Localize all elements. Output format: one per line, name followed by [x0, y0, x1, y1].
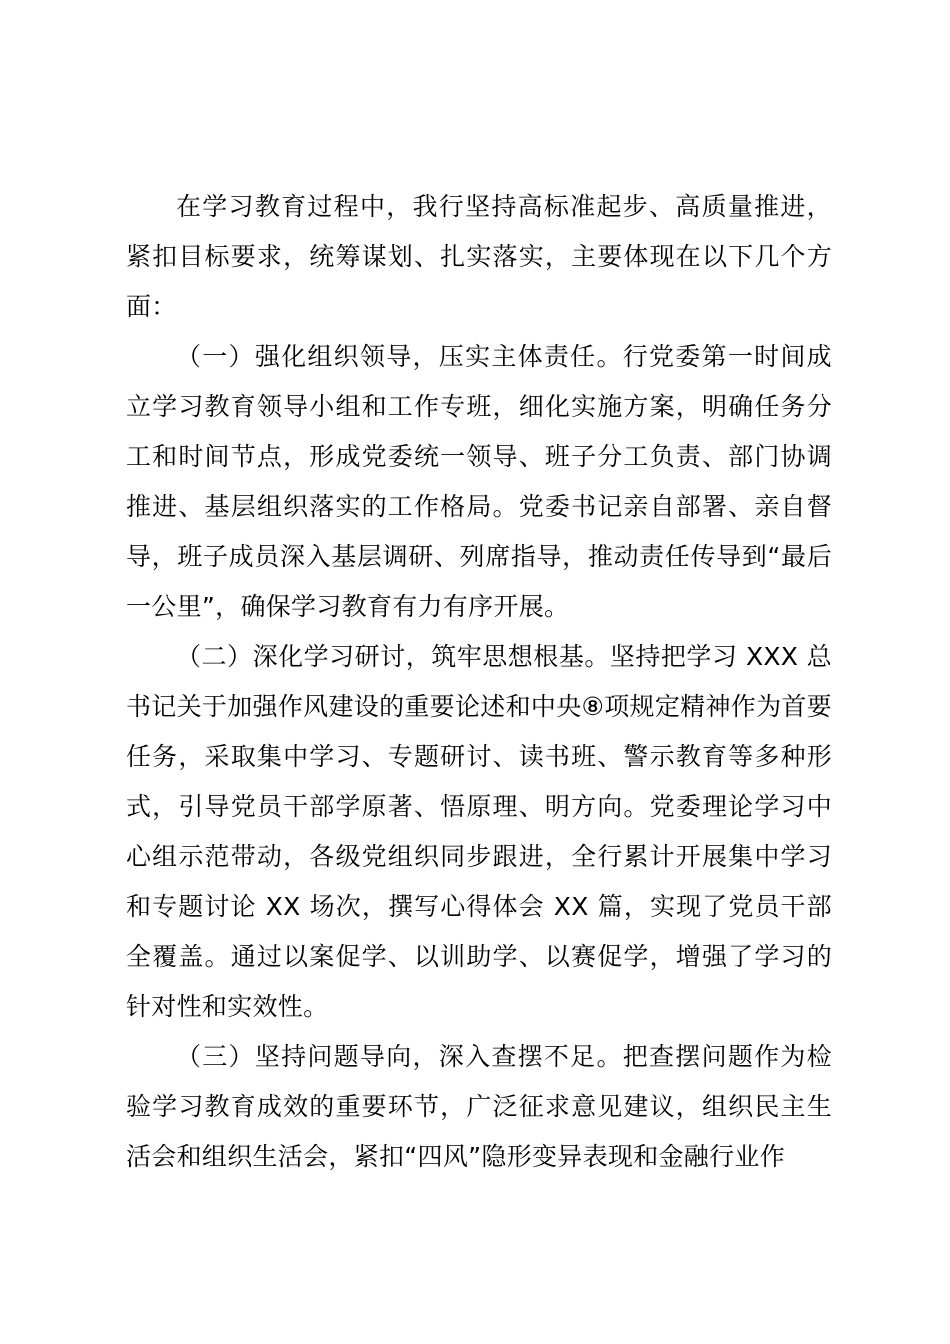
paragraph-intro: 在学习教育过程中，我行坚持高标准起步、高质量推进，紧扣目标要求，统筹谋划、扎实落实，主要体现在以下几个方面： [126, 192, 832, 321]
paragraph-section-3: （三）坚持问题导向，深入查摆不足。把查摆问题作为检验学习教育成效的重要环节，广泛征求意见建议，组织民主生活会和组织生活会，紧扣“四风”隐形变异表现和金融行业作 [126, 1042, 832, 1171]
document-body [126, 182, 832, 1182]
paragraph-section-1: （一）强化组织领导，压实主体责任。行党委第一时间成立学习教育领导小组和工作专班，细化实施方案，明确任务分工和时间节点，形成党委统一领导、班子分工负责、部门协调推进、基层组织落实的工作格局。党委书记亲自部署、亲自督导，班子成员深入基层调研、列席指导，推动责任传导到“最后一公里”，确保学习教育有力有序开展。 [126, 342, 832, 621]
paragraph-section-2: （二）深化学习研讨，筑牢思想根基。坚持把学习 XXX 总书记关于加强作风建设的重要论述和中央⑧项规定精神作为首要任务，采取集中学习、专题研讨、读书班、警示教育等多种形式，引导党员干部学原著、悟原理、明方向。党委理论学习中心组示范带动，各级党组织同步跟进，全行累计开展集中学习和专题讨论 XX 场次，撰写心得体会 XX 篇，实现了党员干部全覆盖。通过以案促学、以训助学、以赛促学，增强了学习的针对性和实效性。 [126, 642, 832, 1021]
